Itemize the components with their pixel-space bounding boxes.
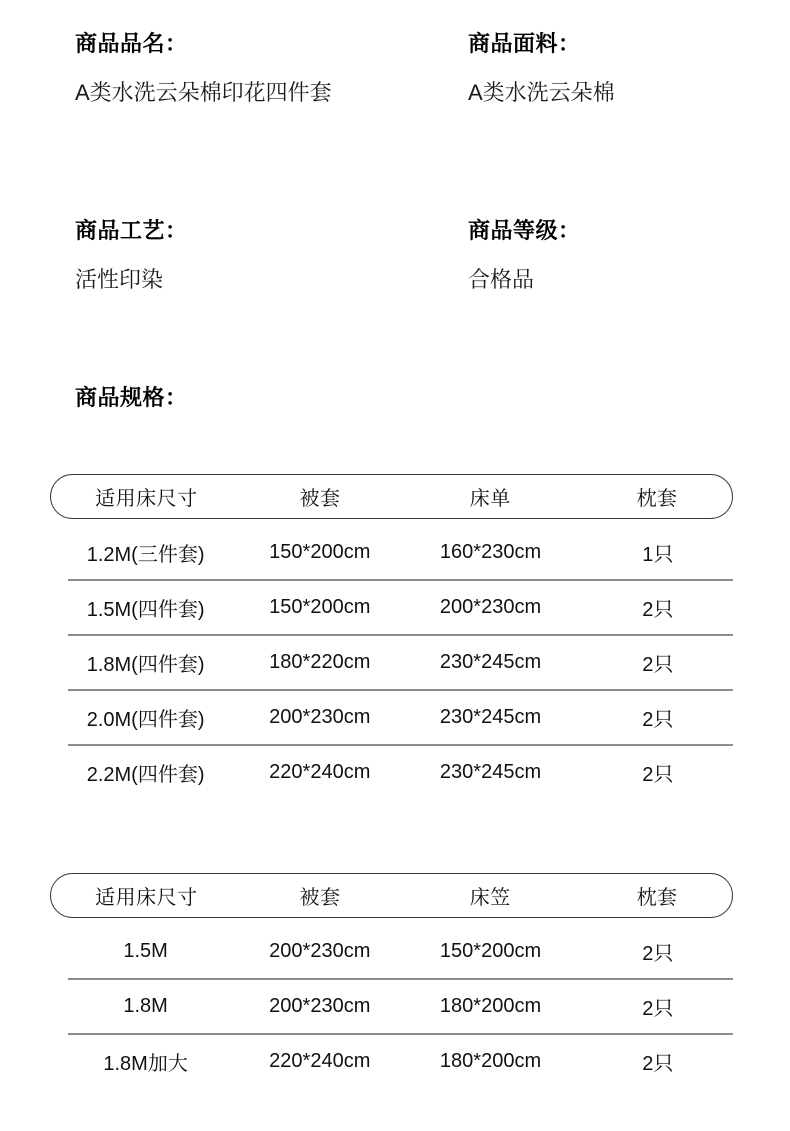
table-cell: 180*200cm bbox=[439, 1050, 542, 1072]
table-header-cell: 适用床尺寸 bbox=[95, 887, 198, 909]
table-row bbox=[50, 580, 733, 635]
table-cell: 2只 bbox=[642, 709, 674, 731]
grade-value: 合格品 bbox=[468, 267, 535, 292]
table-header-cell: 适用床尺寸 bbox=[95, 488, 198, 510]
table-header-row bbox=[50, 873, 733, 918]
info-field-product-name bbox=[75, 31, 332, 106]
table-cell: 2只 bbox=[642, 764, 674, 786]
table-cell: 180*200cm bbox=[439, 995, 542, 1017]
table-cell: 2只 bbox=[642, 1053, 674, 1075]
table-header-cell: 枕套 bbox=[636, 887, 678, 909]
table-row bbox=[50, 525, 733, 580]
table-cell: 220*240cm bbox=[269, 1050, 371, 1072]
table-header-cell: 床笠 bbox=[469, 887, 511, 909]
spec-section-heading: 商品规格： bbox=[75, 385, 188, 410]
table-cell: 1.8M bbox=[123, 995, 168, 1017]
spec-table-bed-sheet bbox=[50, 474, 733, 800]
table-header-cell: 被套 bbox=[299, 488, 341, 510]
table-cell: 2只 bbox=[642, 998, 674, 1020]
table-cell: 200*230cm bbox=[269, 706, 371, 728]
product-name-label: 商品品名： bbox=[75, 31, 188, 56]
info-field-fabric bbox=[468, 31, 615, 106]
info-field-grade bbox=[468, 218, 581, 293]
table-header-cell: 被套 bbox=[299, 887, 341, 909]
table-cell: 2只 bbox=[642, 654, 674, 676]
table-row bbox=[50, 1034, 733, 1089]
table-cell: 200*230cm bbox=[439, 596, 542, 618]
craft-value: 活性印染 bbox=[75, 267, 164, 292]
table-cell: 1.5M(四件套) bbox=[86, 599, 205, 621]
table-cell: 150*200cm bbox=[439, 940, 542, 962]
table-cell: 2.0M(四件套) bbox=[86, 709, 205, 731]
table-header-cell: 床单 bbox=[469, 488, 511, 510]
table-cell: 200*230cm bbox=[269, 995, 371, 1017]
table-cell: 1.5M bbox=[123, 940, 168, 962]
table-cell: 230*245cm bbox=[439, 706, 542, 728]
table-cell: 2只 bbox=[642, 599, 674, 621]
table-cell: 1.8M(四件套) bbox=[86, 654, 205, 676]
table-body bbox=[50, 918, 733, 1089]
table-body bbox=[50, 519, 733, 800]
fabric-value: A类水洗云朵棉 bbox=[468, 80, 615, 105]
table-cell: 220*240cm bbox=[269, 761, 371, 783]
table-row bbox=[50, 745, 733, 800]
table-header-cell: 枕套 bbox=[636, 488, 678, 510]
spec-table-fitted-sheet bbox=[50, 873, 733, 1089]
table-cell: 1只 bbox=[642, 544, 674, 566]
table-cell: 230*245cm bbox=[439, 651, 542, 673]
info-field-craft bbox=[75, 218, 188, 293]
table-cell: 1.2M(三件套) bbox=[86, 544, 205, 566]
product-name-value: A类水洗云朵棉印花四件套 bbox=[75, 80, 332, 105]
table-header-row bbox=[50, 474, 733, 519]
table-cell: 150*200cm bbox=[269, 596, 371, 618]
table-cell: 180*220cm bbox=[269, 651, 371, 673]
table-cell: 150*200cm bbox=[269, 541, 371, 563]
table-cell: 2.2M(四件套) bbox=[86, 764, 205, 786]
grade-label: 商品等级： bbox=[468, 218, 581, 243]
table-row bbox=[50, 690, 733, 745]
table-cell: 2只 bbox=[642, 943, 674, 965]
table-cell: 1.8M加大 bbox=[103, 1053, 188, 1075]
craft-label: 商品工艺： bbox=[75, 218, 188, 243]
table-cell: 230*245cm bbox=[439, 761, 542, 783]
table-cell: 200*230cm bbox=[269, 940, 371, 962]
table-row bbox=[50, 979, 733, 1034]
fabric-label: 商品面料： bbox=[468, 31, 581, 56]
table-row bbox=[50, 635, 733, 690]
table-row bbox=[50, 924, 733, 979]
table-cell: 160*230cm bbox=[439, 541, 542, 563]
